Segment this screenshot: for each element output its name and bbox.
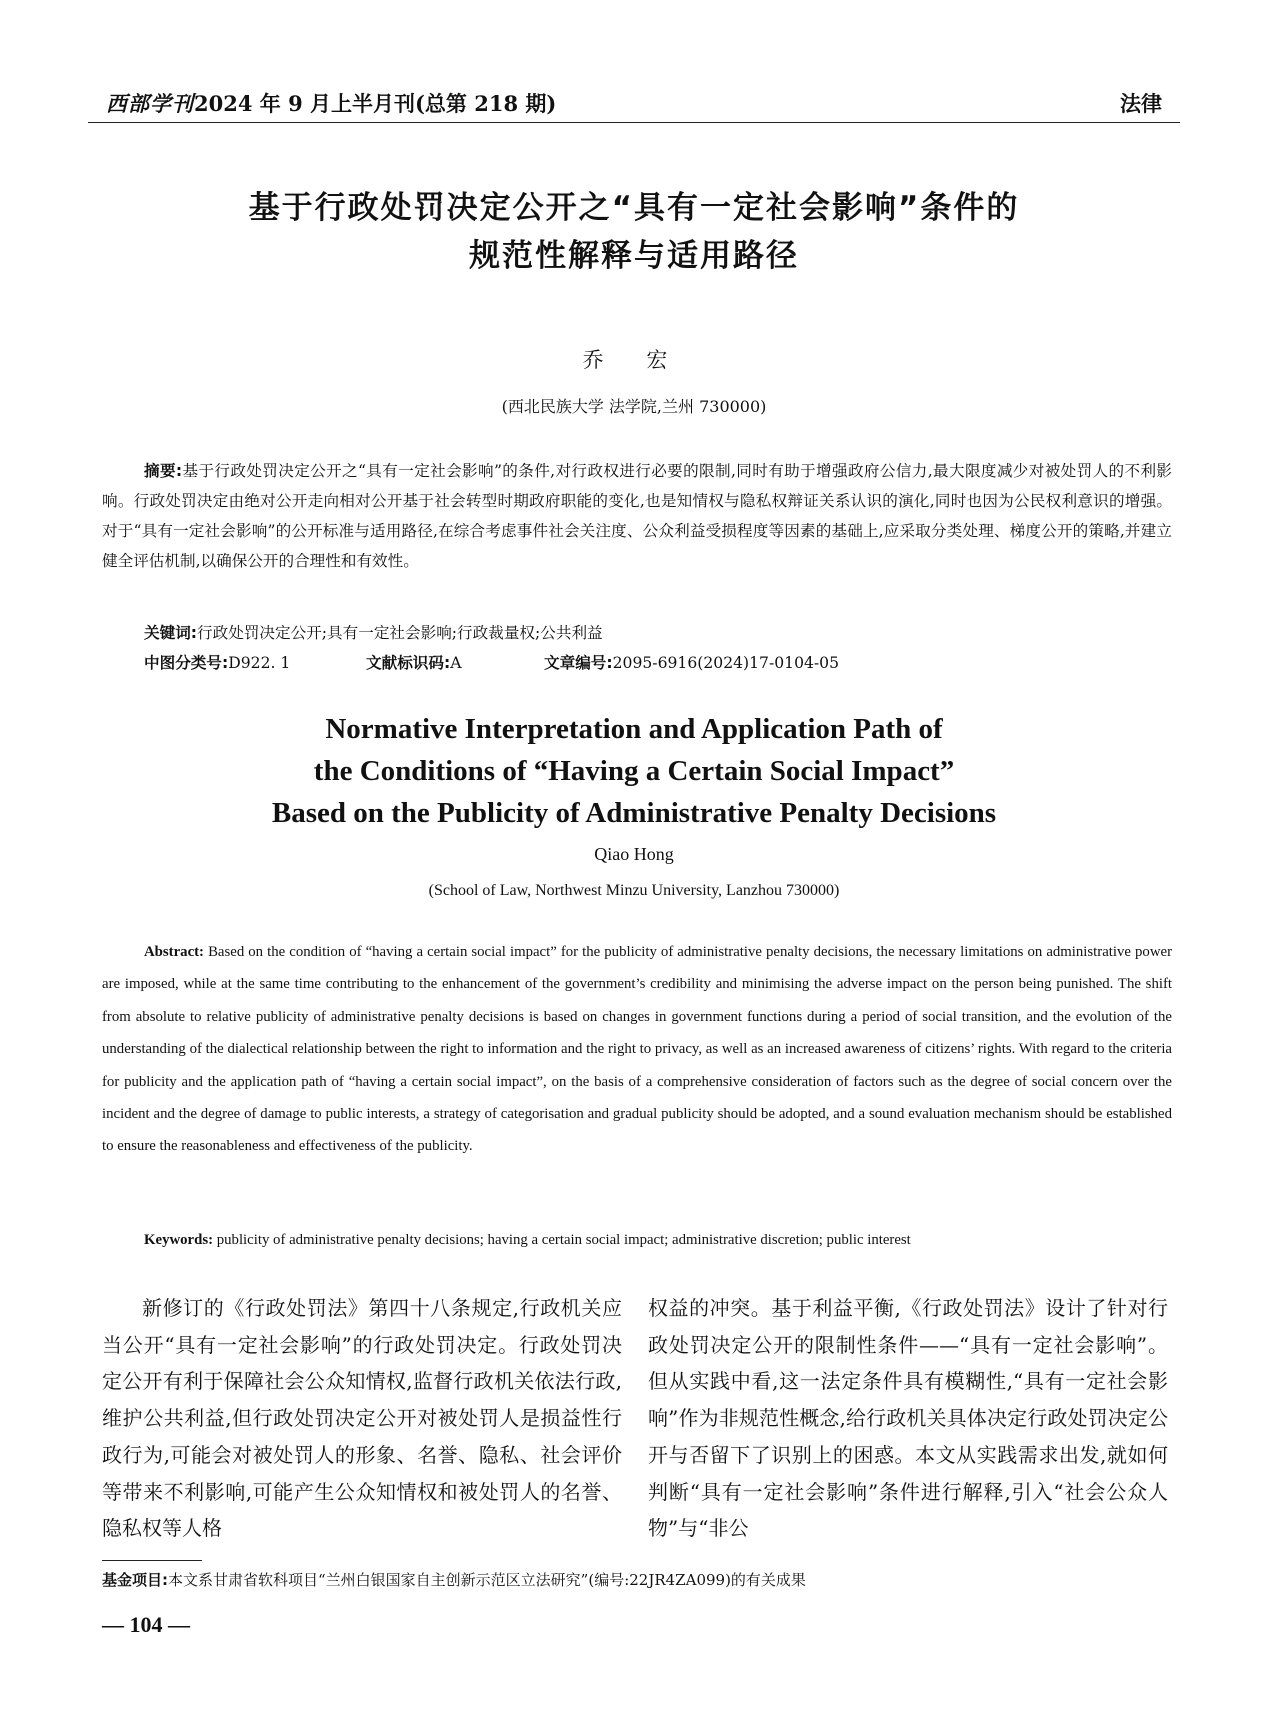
en-affiliation: (School of Law, Northwest Minzu University, Lanzhou 730000) (428, 882, 840, 899)
article-number (544, 651, 839, 673)
clc-label: 中图分类号: (144, 654, 229, 672)
en-abstract-label: Abstract: (144, 944, 204, 960)
article-number-value: 2095-6916(2024)17-0104-05 (612, 654, 840, 672)
funding-text: 本文系甘肃省软科项目“兰州白银国家自主创新示范区立法研究”(编号:22JR4ZA099)的有关成果 (168, 1571, 806, 1589)
cn-abstract-label: 摘要: (144, 462, 183, 480)
cn-affiliation: (西北民族大学 法学院,兰州 730000) (501, 397, 767, 416)
header-journal-info (106, 88, 556, 118)
issue-info: 2024 年 9 月上半月刊(总第 218 期) (194, 91, 557, 116)
cn-keywords (144, 621, 603, 643)
article-number-label: 文章编号: (544, 654, 613, 672)
funding-footnote (102, 1569, 806, 1590)
en-title-line-1: Normative Interpretation and Application Path of (325, 713, 943, 745)
body-left-column: 新修订的《行政处罚法》第四十八条规定,行政机关应当公开“具有一定社会影响”的行政处罚决定。行政处罚决定公开有利于保障社会公众知情权,监督行政机关依法行政,维护公共利益,但行政处罚决定公开对被处罚人是损益性行政行为,可能会对被处罚人的形象、名誉、隐私、社会评价等带来不利影响,可能产生公众知情权和被处罚人的名誉、隐私权等人格 (102, 1296, 622, 1541)
clc-number (144, 651, 290, 673)
cn-abstract (102, 456, 1172, 576)
footnote-divider (102, 1560, 202, 1561)
cn-author: 乔 宏 (582, 348, 686, 372)
en-abstract-text: Based on the condition of “having a certain social impact” for the publicity of administrative penalty decisions, the necessary limitations on administrative power are imposed, while at the same time contributing to the enhancement of the government’s credibility and minimising the adverse impact on the person being punished. The shift from absolute to relative publicity of administrative penalty decisions is based on changes in government functions during a period of social transition, and the evolution of the understanding of the dialectical relationship between the right to information and the right to privacy, as well as an increased awareness of citizens’ rights. With regard to the criteria for publicity and the application path of “having a certain social impact”, on the basis of a comprehensive consideration of factors such as the degree of social concern over the incident and the degree of damage to public interests, a strategy of categorisation and gradual publicity should be adopted, and a sound evaluation mechanism should be established to ensure the reasonableness and effectiveness of the publicity. (102, 944, 1173, 1155)
document-code (366, 651, 461, 673)
doc-code-label: 文献标识码: (366, 654, 451, 672)
cn-title-line-1: 基于行政处罚决定公开之“具有一定社会影响”条件的 (248, 190, 1020, 226)
page-number: — 104 — (102, 1612, 190, 1637)
doc-code-value: A (450, 654, 462, 672)
en-abstract (102, 936, 1172, 1163)
cn-title-line-2: 规范性解释与适用路径 (469, 238, 799, 274)
en-keywords-text: publicity of administrative penalty decisions; having a certain social impact; administrative discretion; public interest (216, 1232, 911, 1248)
funding-label: 基金项目: (102, 1571, 168, 1589)
cn-keywords-text: 行政处罚决定公开;具有一定社会影响;行政裁量权;公共利益 (197, 624, 603, 642)
cn-abstract-text: 基于行政处罚决定公开之“具有一定社会影响”的条件,对行政权进行必要的限制,同时有助于增强政府公信力,最大限度减少对被处罚人的不利影响。行政处罚决定由绝对公开走向相对公开基于社会转型时期政府职能的变化,也是知情权与隐私权辩证关系认识的演化,同时也因为公民权利意识的增强。对于“具有一定社会影响”的公开标准与适用路径,在综合考虑事件社会关注度、公众利益受损程度等因素的基础上,应采取分类处理、梯度公开的策略,并建立健全评估机制,以确保公开的合理性和有效性。 (102, 462, 1172, 570)
en-keywords (144, 1232, 1174, 1249)
cn-keywords-label: 关键词: (144, 624, 198, 642)
section-label: 法律 (1120, 92, 1162, 116)
en-author: Qiao Hong (594, 844, 674, 864)
en-keywords-label: Keywords: (144, 1232, 214, 1248)
running-header (88, 86, 1180, 123)
journal-logo: 西部学刊 (106, 91, 194, 116)
clc-value: D922. 1 (228, 654, 291, 672)
en-title-line-2: the Conditions of “Having a Certain Social Impact” (313, 755, 955, 787)
en-title-line-3: Based on the Publicity of Administrative Penalty Decisions (271, 797, 997, 829)
body-right-column: 权益的冲突。基于利益平衡,《行政处罚法》设计了针对行政处罚决定公开的限制性条件——“具有一定社会影响”。但从实践中看,这一法定条件具有模糊性,“具有一定社会影响”作为非规范性概念,给行政机关具体决定行政处罚决定公开与否留下了识别上的困惑。本文从实践需求出发,就如何判断“具有一定社会影响”条件进行解释,引入“社会公众人物”与“非公 (648, 1296, 1168, 1541)
